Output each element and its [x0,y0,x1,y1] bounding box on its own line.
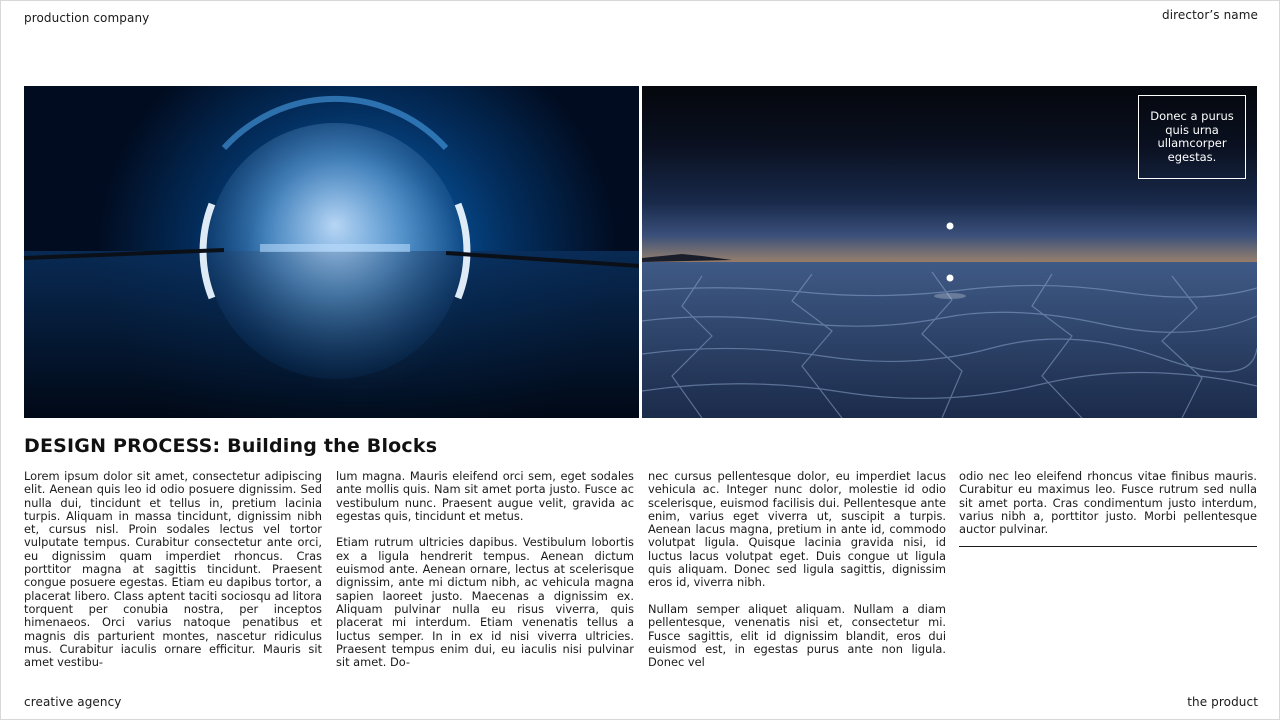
column-2-paragraph-2: Etiam rutrum ultricies dapibus. Vestibulum lobortis ex a ligula hendrerit tempus. Aenean dictum euismod ante. Aenean ornare, lectus at scelerisque dignissim, ante mi dictum nibh, ac vehicula magna sapien laoreet justo. Maecenas a dignissim ex. Aliquam pulvinar nulla eu risus viverra, quis placerat mi interdum. Etiam venenatis tellus a luctus semper. In in ex id nisi viverra ultricies. Praesent tempus enim dui, eu iaculis nisi pulvinar sit amet. Do- [336,535,634,670]
section-heading: DESIGN PROCESS: Building the Blocks [24,435,438,457]
column-4-rule [959,546,1257,547]
column-1-paragraph-1: Lorem ipsum dolor sit amet, consectetur adipiscing elit. Aenean quis leo id odio posuere dignissim. Sed nulla dui, tincidunt et tellus in, pretium lacinia turpis. Aliquam in massa tincidunt, dignissim nibh et, cursus nisl. Proin sodales lectus vel tortor vulputate tempus. Curabitur consectetur ante orci, eu dignissim quam imperdiet rhoncus. Cras porttitor magna at sagittis tincidunt. Praesent congue posuere egestas. Etiam eu dapibus tortor, a placerat libero. Class aptent taciti sociosqu ad litora torquent per conubia nostra, per inceptos himenaeos. Orci varius natoque penatibus et magnis dis parturient montes, nascetur ridiculus mus. Curabitur iaculis ornare efficitur. Mauris sit amet vestibu- [24,469,322,670]
overlay-caption: Donec a purus quis urna ullamcorper egestas. [1138,95,1246,179]
director-name-label: director’s name [1162,8,1258,22]
production-company-label: production company [24,11,150,25]
text-column-4 [959,470,1257,536]
blue-ring-image [24,86,639,418]
product-label: the product [1187,695,1258,709]
column-4-paragraph-1: odio nec leo eleifend rhoncus vitae finibus mauris. Curabitur eu maximus leo. Fusce rutrum sed nulla sit amet porta. Cras condimentum justo interdum, varius nibh a, porttitor justo. Morbi pellentesque auctor pulvinar. [959,469,1257,537]
text-column-2 [336,469,634,670]
column-3-paragraph-2: Nullam semper aliquet aliquam. Nullam a diam pellentesque, venenatis nisi et, consectetur mi. Fusce sagittis, elit id dignissim blandit, eros dui euismod est, in egestas purus ante non ligula. Donec vel [648,601,946,670]
image-divider [639,86,642,418]
text-column-3 [648,469,946,670]
column-3-paragraph-1: nec cursus pellentesque dolor, eu imperdiet lacus vehicula ac. Integer nunc dolor, molestie id odio scelerisque, euismod facilisis dui. Pellentesque ante enim, varius eget viverra ut, suscipit a turpis. Aenean lacus magna, pretium in ante id, commodo volutpat ligula. Quisque lacinia gravida nisi, id luctus lacus volutpat eget. Duis congue ut ligula quis aliquam. Donec sed ligula sagittis, dignissim eros id, viverra nibh. [648,469,946,590]
column-2-paragraph-1: lum magna. Mauris eleifend orci sem, eget sodales ante mollis quis. Nam sit amet porta justo. Fusce ac vestibulum nunc. Praesent augue velit, gravida ac egestas quis, tincidunt et metus. [336,469,634,523]
creative-agency-label: creative agency [24,695,122,709]
text-column-1 [24,469,322,670]
blue-ring-illustration [24,86,639,418]
